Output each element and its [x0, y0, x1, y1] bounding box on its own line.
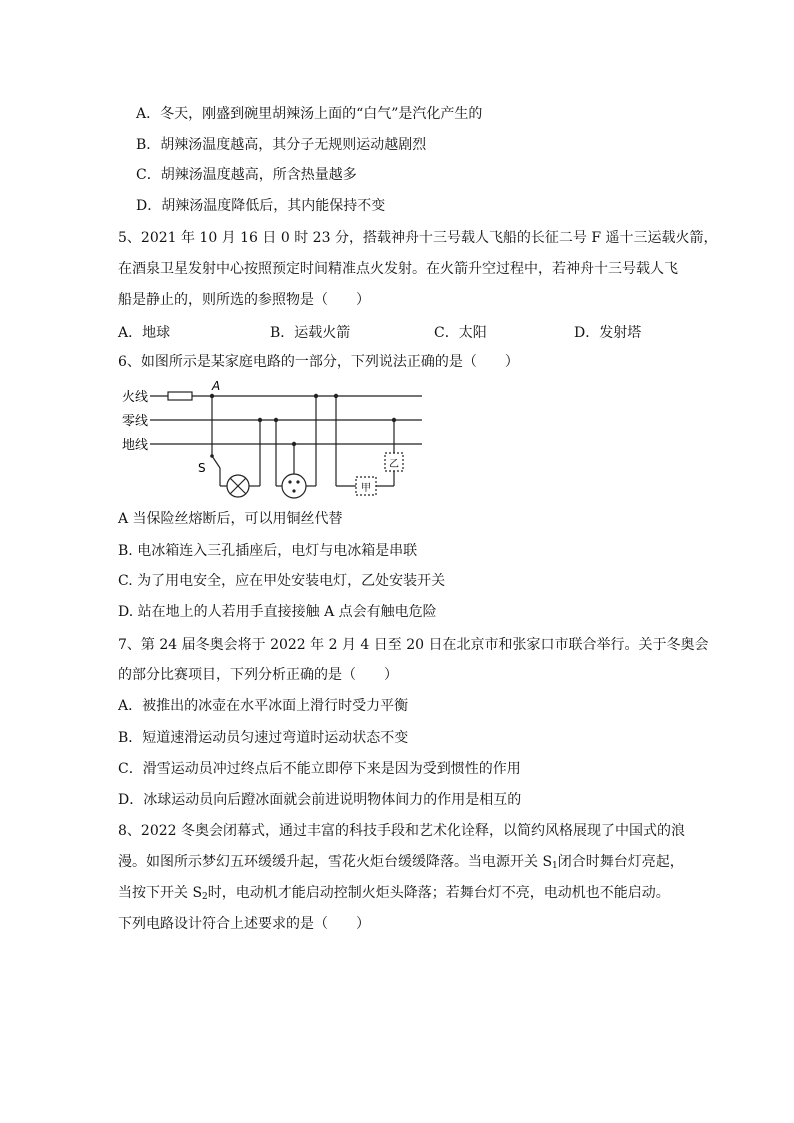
q7-option-c: C．滑雪运动员冲过终点后不能立即停下来是因为受到惯性的作用: [118, 761, 521, 777]
q8-stem-line-3: [118, 884, 670, 906]
q5-option-b: B．运载火箭: [270, 325, 351, 341]
q8-stem-line-1: 8、2022 冬奥会闭幕式，通过丰富的科技手段和艺术化诠释，以简约风格展现了中国式的浪: [118, 823, 685, 839]
q8-line3-subscript: 2: [202, 892, 208, 902]
q5-options-row: [118, 322, 678, 340]
fire-line-label: 火线: [122, 390, 149, 405]
q6-option-a: A 当保险丝熔断后，可以用铜丝代替: [118, 511, 343, 527]
q8-line2-subscript: 1: [552, 861, 558, 871]
q7-stem-line-1: 7、第 24 届冬奥会将于 2022 年 2 月 4 日至 20 日在北京市和张家口市联合举行。关于冬奥会: [118, 637, 709, 653]
q6-option-d: D. 站在地上的人若用手直接接触 A 点会有触电危险: [118, 604, 437, 620]
q5-option-a: A．地球: [118, 325, 171, 341]
q5-stem-line-1: 5、2021 年 10 月 16 日 0 时 23 分，搭载神舟十三号载人飞船的长征二号 F 遥十三运载火箭，: [118, 230, 718, 246]
q4-option-d: D．胡辣汤温度降低后，其内能保持不变: [136, 198, 386, 214]
q4-option-c: C．胡辣汤温度越高，所含热量越多: [136, 167, 357, 183]
q8-stem-line-2: [118, 853, 684, 875]
q7-option-d: D．冰球运动员向后蹬冰面就会前进说明物体间力的作用是相互的: [118, 792, 522, 808]
q8-line2-part-b: 闭合时舞台灯亮起，: [557, 854, 684, 870]
q4-option-b: B．胡辣汤温度越高，其分子无规则运动越剧烈: [136, 137, 427, 153]
box-jia-label: 甲: [361, 483, 371, 494]
q8-line3-part-a: 当按下开关 S: [118, 885, 203, 901]
ground-line-label: 地线: [122, 438, 149, 453]
q5-stem-line-2: 在酒泉卫星发射中心按照预定时间精准点火发射。在火箭升空过程中，若神舟十三号载人飞: [118, 261, 678, 277]
q6-option-b: B. 电冰箱连入三孔插座后，电灯与电冰箱是串联: [118, 543, 418, 559]
q5-stem-line-3: 船是静止的，则所选的参照物是（ ）: [118, 292, 370, 308]
q6-option-c: C. 为了用电安全，应在甲处安装电灯，乙处安装开关: [118, 573, 446, 589]
q7-option-a: A．被推出的冰壶在水平冰面上滑行时受力平衡: [118, 698, 409, 714]
box-yi-label: 乙: [389, 459, 399, 470]
q4-option-a: A．冬天，刚盛到碗里胡辣汤上面的“白气”是汽化产生的: [136, 106, 483, 122]
q5-option-c: C．太阳: [434, 325, 487, 341]
q7-stem-line-2: 的部分比赛项目，下列分析正确的是（ ）: [118, 667, 398, 683]
q6-stem: 6、如图所示是某家庭电路的一部分，下列说法正确的是（ ）: [118, 354, 519, 370]
three-hole-socket-icon: [282, 474, 306, 498]
household-circuit-diagram: [110, 376, 430, 500]
switch-s-label: S: [198, 461, 206, 475]
q8-stem-line-4: 下列电路设计符合上述要求的是（ ）: [118, 916, 370, 932]
q5-option-d: D．发射塔: [574, 325, 642, 341]
fuse-icon: [168, 392, 192, 400]
neutral-line-label: 零线: [122, 414, 149, 429]
q8-line2-part-a: 漫。如图所示梦幻五环缓缓升起，雪花火炬台缓缓降落。当电源开关 S: [118, 854, 553, 870]
q8-line3-part-b: 时，电动机才能启动控制火炬头降落；若舞台灯不亮，电动机也不能启动。: [207, 885, 670, 901]
point-a-label: A: [212, 379, 221, 393]
q7-option-b: B．短道速滑运动员匀速过弯道时运动状态不变: [118, 730, 409, 746]
